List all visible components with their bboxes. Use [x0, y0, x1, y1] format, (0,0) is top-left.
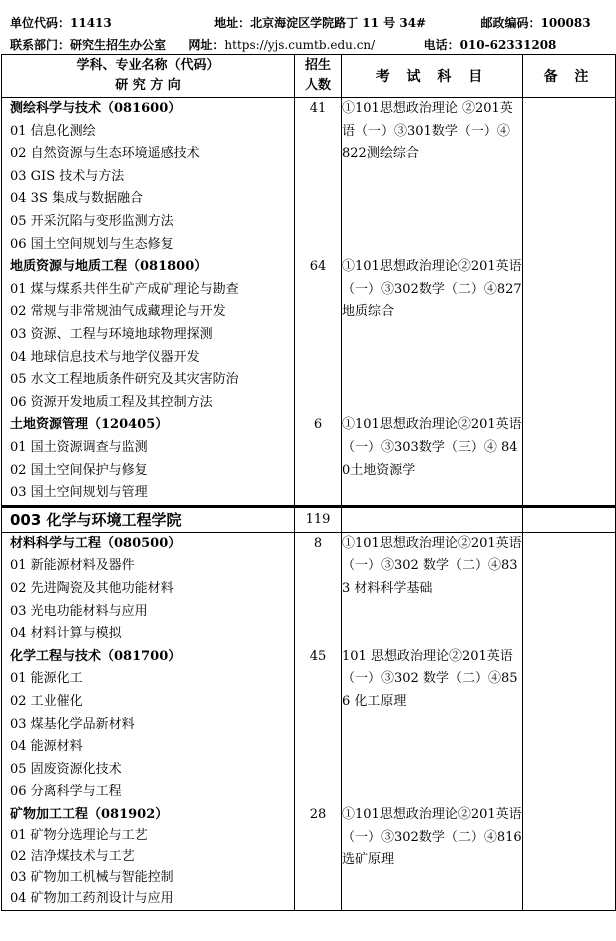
col-header-count: 招生 人数 [295, 55, 342, 98]
research-direction: 03 GIS 技术与方法 [10, 168, 125, 184]
research-direction: 04 地球信息技术与地学仪器开发 [10, 349, 200, 365]
enrollment-count: 41 [309, 101, 327, 116]
research-direction: 03 光电功能材料与应用 [10, 603, 148, 619]
website-label: 网址： [188, 38, 225, 52]
major-name: 化学工程与技术（081700） [10, 648, 182, 664]
college-row [2, 506, 616, 532]
research-direction: 02 工业催化 [10, 693, 83, 709]
exam-subjects: 101 思想政治理论②201英语（一）③302 数学（二）④856 化工原理 [342, 648, 518, 709]
research-direction: 01 矿物分选理论与工艺 [10, 828, 148, 844]
research-direction: 04 3S 集成与数据融合 [10, 191, 143, 207]
section-row [2, 98, 616, 507]
notes-cell [523, 532, 616, 910]
col-header-notes: 备 注 [523, 55, 616, 98]
research-direction: 05 开采沉陷与变形监测方法 [10, 213, 174, 229]
header-row-2 [10, 36, 556, 53]
research-direction: 06 国土空间规划与生态修复 [10, 236, 174, 252]
notes-cell [523, 98, 616, 507]
major-name: 测绘科学与技术（081600） [10, 101, 182, 116]
research-direction: 06 资源开发地质工程及其控制方法 [10, 394, 213, 410]
enrollment-count: 45 [309, 648, 327, 664]
research-direction: 04 矿物加工药剂设计与应用 [10, 890, 174, 906]
exam-subjects: ①101思想政治理论②201英语（一）③302 数学（二）④833 材料科学基础 [342, 535, 522, 596]
research-direction: 06 分离科学与工程 [10, 784, 122, 800]
admissions-table [1, 54, 616, 911]
research-direction: 01 煤与煤系共伴生矿产成矿理论与勘查 [10, 281, 239, 297]
exam-subjects: ①101思想政治理论 ②201英语（一）③301数学（一）④ 822测绘综合 [342, 101, 513, 162]
unit-code: 单位代码：11413 [10, 16, 112, 30]
research-direction: 01 能源化工 [10, 671, 83, 687]
research-direction: 01 国土资源调查与监测 [10, 439, 148, 455]
enrollment-count: 8 [313, 535, 323, 551]
research-direction: 03 矿物加工机械与智能控制 [10, 870, 174, 886]
research-direction: 03 资源、工程与环境地球物理探测 [10, 326, 213, 342]
header-row-1 [10, 14, 591, 31]
exam-subjects: ①101思想政治理论②201英语（一）③302数学（二）④827地质综合 [342, 259, 522, 320]
major-name: 土地资源管理（120405） [10, 417, 169, 433]
exam-subjects: ①101思想政治理论②201英语（一）③303数学（三）④ 840土地资源学 [342, 417, 522, 478]
research-direction: 02 先进陶瓷及其他功能材料 [10, 580, 174, 596]
research-direction: 04 能源材料 [10, 739, 83, 755]
research-direction: 01 信息化测绘 [10, 123, 96, 139]
phone: 电话：010-62331208 [423, 38, 557, 52]
col-header-major: 学科、专业名称（代码） 研 究 方 向 [2, 55, 295, 98]
section-row [2, 532, 616, 910]
research-direction: 03 煤基化学品新材料 [10, 716, 135, 732]
major-name: 地质资源与地质工程（081800） [10, 259, 208, 275]
research-direction: 02 常规与非常规油气成藏理论与开发 [10, 304, 226, 320]
col-header-subjects: 考 试 科 目 [342, 55, 523, 98]
major-name: 材料科学与工程（080500） [10, 535, 182, 551]
research-direction: 04 材料计算与模拟 [10, 626, 122, 642]
research-direction: 01 新能源材料及器件 [10, 558, 135, 574]
research-direction: 05 固废资源化技术 [10, 761, 122, 777]
address: 地址：北京海淀区学院路丁 11 号 34# [214, 16, 427, 30]
enrollment-count: 28 [309, 806, 327, 822]
research-direction: 03 国土空间规划与管理 [10, 485, 148, 501]
research-direction: 02 国土空间保护与修复 [10, 462, 148, 478]
enrollment-count: 6 [313, 417, 323, 433]
research-direction: 02 自然资源与生态环境遥感技术 [10, 146, 200, 162]
major-name: 矿物加工工程（081902） [10, 806, 169, 822]
contact-dept: 联系部门：研究生招生办公室 [10, 38, 167, 52]
exam-subjects: ①101思想政治理论②201英语（一）③302数学（二）④816选矿原理 [342, 806, 522, 868]
research-direction: 02 洁净煤技术与工艺 [10, 849, 135, 865]
research-direction: 05 水文工程地质条件研究及其灾害防治 [10, 372, 239, 388]
college-name: 003 化学与环境工程学院 [10, 510, 182, 529]
college-count: 119 [305, 511, 331, 527]
enrollment-count: 64 [309, 259, 327, 275]
table-header-row [2, 55, 616, 98]
postcode: 邮政编码：100083 [480, 16, 591, 30]
website-link[interactable]: https://yjs.cumtb.edu.cn/ [224, 38, 376, 52]
